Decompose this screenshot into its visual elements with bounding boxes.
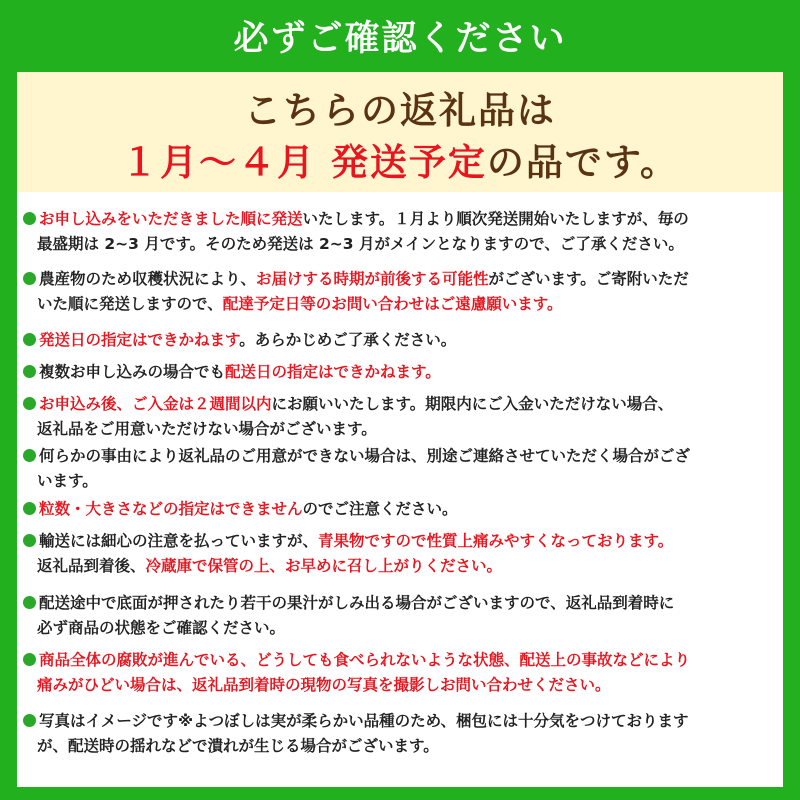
note-text: 返礼品をご用意いただけない場合がございます。 bbox=[37, 420, 377, 438]
list-item-line bbox=[23, 360, 768, 385]
note-text: のでご注意ください。 bbox=[302, 500, 458, 518]
highlight-text: 冷蔵庫で保管の上、お早めに召し上がりください。 bbox=[145, 557, 503, 575]
header-banner bbox=[0, 0, 800, 72]
bullet-dot-icon bbox=[23, 333, 36, 346]
list-item bbox=[23, 328, 768, 353]
note-text: が、配送時の揺れなどで潰れが生じる場合がございます。 bbox=[37, 737, 439, 755]
note-text: がございます。ご寄附いただ bbox=[488, 270, 689, 288]
list-item-line bbox=[23, 232, 768, 257]
list-item bbox=[23, 207, 768, 257]
highlight-text: 配達予定日等のお問い合わせはご遠慮願います。 bbox=[222, 295, 563, 313]
list-item bbox=[23, 497, 768, 522]
note-text: 複数お申し込みの場合でも bbox=[39, 363, 226, 381]
list-item-line bbox=[23, 648, 768, 673]
highlight-text: 青果物ですので性質上痛みやすくなっております。 bbox=[318, 532, 674, 550]
list-item-line bbox=[23, 417, 768, 442]
list-item-line bbox=[23, 292, 768, 317]
list-item bbox=[23, 648, 768, 698]
highlight-text: 粒数・大きさなどの指定はできません bbox=[39, 500, 303, 518]
note-text: います。 bbox=[37, 472, 98, 490]
bullet-dot-icon bbox=[23, 653, 36, 666]
list-item-line bbox=[23, 207, 768, 232]
list-item-line bbox=[23, 497, 768, 522]
list-item bbox=[23, 444, 768, 494]
highlight-text: 発送日の指定はできかねます bbox=[39, 331, 240, 349]
list-item bbox=[23, 392, 768, 442]
notice-line-2-tail: の品です。 bbox=[486, 141, 679, 184]
list-item-line bbox=[23, 734, 768, 759]
bullet-dot-icon bbox=[23, 397, 36, 410]
note-text: 必ず商品の状態をご確認ください。 bbox=[37, 619, 286, 637]
list-item bbox=[23, 529, 768, 579]
bullet-dot-icon bbox=[23, 212, 36, 225]
highlight-text: お申し込みをいただきました順に発送 bbox=[39, 210, 303, 228]
list-item-line bbox=[23, 591, 768, 616]
note-text: いたします。１月より順次発送開始いたしますが、毎の bbox=[302, 210, 689, 228]
list-item bbox=[23, 267, 768, 317]
bullet-dot-icon bbox=[23, 714, 36, 727]
list-item-line bbox=[23, 709, 768, 734]
bullet-dot-icon bbox=[23, 272, 36, 285]
list-item-line bbox=[23, 616, 768, 641]
note-text: 最盛期は 2~3 月です。そのため発送は 2~3 月がメインとなりますので、ご了承ください。 bbox=[37, 235, 684, 253]
content-panel bbox=[17, 72, 783, 787]
notice-line-2 bbox=[17, 132, 783, 186]
note-text: 。あらかじめご了承ください。 bbox=[239, 331, 457, 349]
highlight-text: お届けする時期が前後する可能性 bbox=[256, 270, 489, 288]
notice-shipping-schedule: 発送予定 bbox=[330, 141, 487, 184]
bullet-dot-icon bbox=[23, 449, 36, 462]
list-item-line bbox=[23, 392, 768, 417]
notice-line-1: こちらの返礼品は bbox=[244, 89, 556, 132]
list-item-line bbox=[23, 444, 768, 469]
note-text: にお願いいたします。期限内にご入金いただけない場合、 bbox=[271, 395, 674, 413]
shipping-notice-box bbox=[17, 72, 783, 192]
list-item-line bbox=[23, 554, 768, 579]
highlight-text: 配送日の指定はできかねます。 bbox=[225, 363, 441, 381]
highlight-text: 商品全体の腐敗が進んでいる、どうしても食べられないような状態、配送上の事故などにより bbox=[39, 651, 691, 669]
highlight-text: お申込み後、ご入金は２週間以内 bbox=[39, 395, 272, 413]
list-item-line bbox=[23, 529, 768, 554]
list-item bbox=[23, 591, 768, 641]
bullet-dot-icon bbox=[23, 502, 36, 515]
list-item-line bbox=[23, 267, 768, 292]
list-item-line bbox=[23, 673, 768, 698]
list-item-line bbox=[23, 328, 768, 353]
banner-title: 必ずご確認ください bbox=[233, 19, 567, 59]
highlight-text: 痛みがひどい場合は、返礼品到着時の現物の写真を撮影しお問い合わせください。 bbox=[37, 676, 611, 694]
bullet-dot-icon bbox=[23, 534, 36, 547]
note-text: 返礼品到着後、 bbox=[37, 557, 146, 575]
note-text: 写真はイメージです※よつぼしは実が柔らかい品種のため、梱包には十分気をつけております bbox=[39, 712, 689, 730]
notice-shipping-months: １月～４月 bbox=[121, 141, 317, 184]
note-text: 何らかの事由により返礼品のご用意ができない場合は、別途ご連絡させていただく場合がござ bbox=[39, 447, 691, 465]
note-text: 配送途中で底面が押されたり若干の果汁がしみ出る場合がございますので、返礼品到着時に bbox=[39, 594, 675, 612]
note-text: 農産物のため収穫状況により、 bbox=[39, 270, 257, 288]
list-item-line bbox=[23, 469, 768, 494]
note-text: 輸送には細心の注意を払っていますが、 bbox=[39, 532, 319, 550]
bullet-dot-icon bbox=[23, 596, 36, 609]
list-item bbox=[23, 709, 768, 759]
note-text: いた順に発送しますので、 bbox=[37, 295, 223, 313]
bullet-dot-icon bbox=[23, 365, 36, 378]
list-item bbox=[23, 360, 768, 385]
